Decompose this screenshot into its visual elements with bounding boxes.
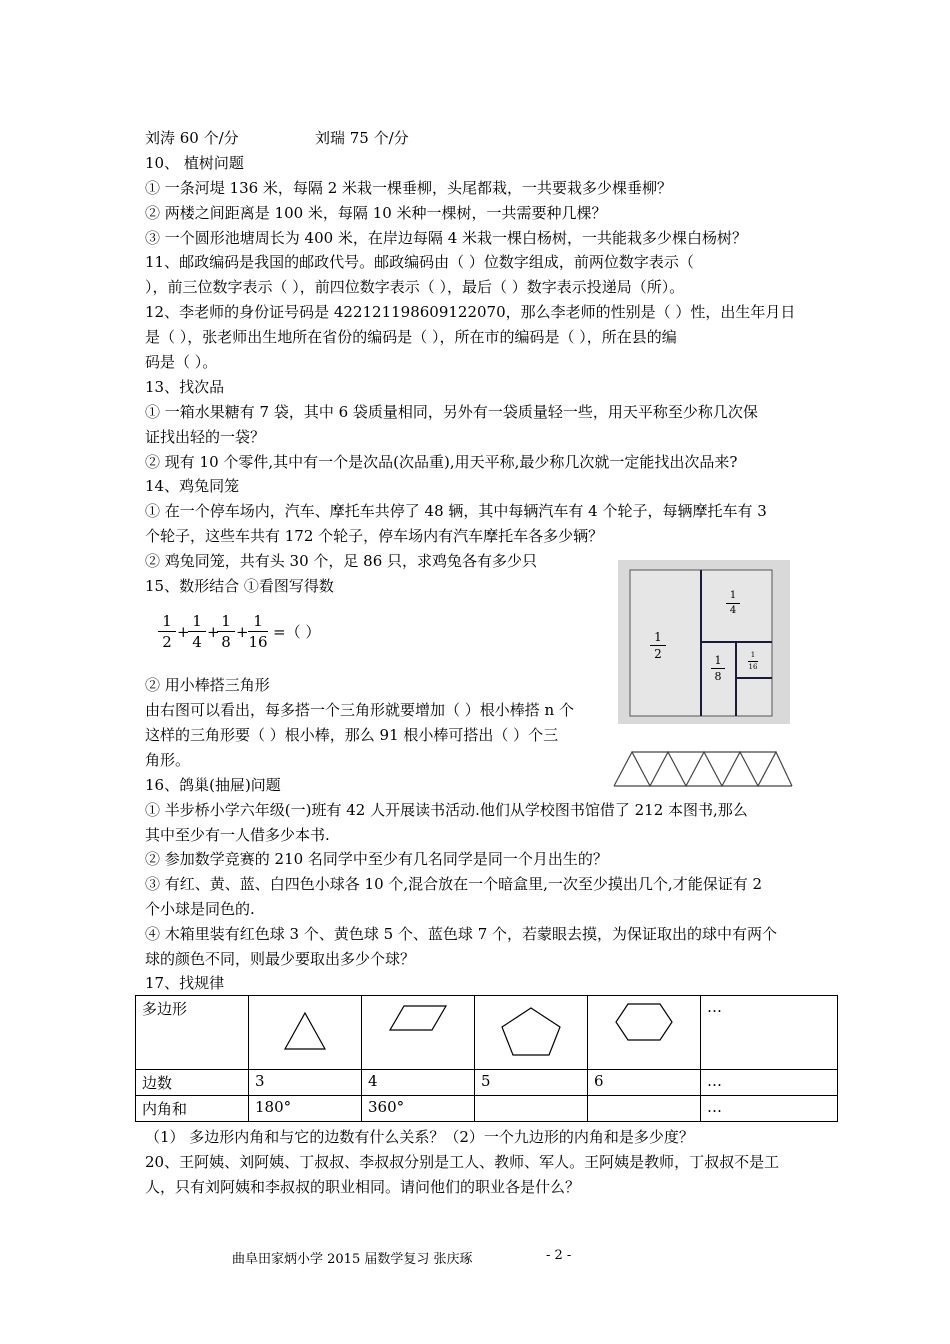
polygon-table <box>135 995 838 1122</box>
q13-1b: 证找出轻的一袋？ <box>145 428 266 446</box>
sides-cell: … <box>701 1070 838 1096</box>
plus-sign: + <box>207 623 220 641</box>
row-label: 多边形 <box>136 996 249 1070</box>
heading-10: 10、 植树问题 <box>145 154 244 172</box>
q15-2c: 角形。 <box>145 751 191 769</box>
diagram-half-label: 1 2 <box>648 630 668 661</box>
sides-cell: 6 <box>588 1070 701 1096</box>
q10-1: ① 一条河堤 136 米，每隔 2 米栽一棵垂柳，头尾都栽，一共要栽多少棵垂柳？ <box>145 179 673 197</box>
angle-cell <box>475 1096 588 1122</box>
diagram-sixteenth-label: 1 16 <box>748 651 758 671</box>
row-label: 边数 <box>136 1070 249 1096</box>
q16-3b: 个小球是同色的. <box>145 900 255 918</box>
ellipsis-cell: … <box>701 996 838 1070</box>
q13-2: ② 现有 10 个零件,其中有一个是次品(次品重),用天平称,最少称几次就一定能找出次品来? <box>145 453 738 471</box>
sides-cell: 3 <box>249 1070 362 1096</box>
q17-questions: （1） 多边形内角和与它的边数有什么关系？（2）一个九边形的内角和是多少度？ <box>145 1128 694 1146</box>
fraction-eighth: 1 8 <box>215 612 237 651</box>
footer-school: 曲阜田家炳小学 2015 届数学复习 张庆琢 <box>232 1252 473 1267</box>
q16-1b: 其中至少有一人借多少本书. <box>145 826 330 844</box>
heading-17: 17、找规律 <box>145 974 225 992</box>
table-row <box>136 996 838 1070</box>
heading-14: 14、鸡兔同笼 <box>145 477 240 495</box>
fraction-area-diagram <box>618 560 790 724</box>
table-row <box>136 1096 838 1122</box>
q16-4a: ④ 木箱里装有红色球 3 个、黄色球 5 个、蓝色球 7 个，若蒙眼去摸，为保证取出的球中有两个 <box>145 925 778 943</box>
row-label: 内角和 <box>136 1096 249 1122</box>
q15-2a: 由右图可以看出，每多搭一个三角形就要增加（ ）根小棒搭 n 个 <box>145 701 574 719</box>
q15-2-heading: ② 用小棒搭三角形 <box>145 676 270 694</box>
fraction-sixteenth: 1 16 <box>248 612 268 651</box>
equals-blank: =（ ） <box>273 623 321 641</box>
q13-1a: ① 一箱水果糖有 7 袋，其中 6 袋质量相同，另外有一袋质量轻一些，用天平称至少称几次保 <box>145 403 758 421</box>
q10-2: ② 两楼之间距离是 100 米，每隔 10 米种一棵树，一共需要种几棵？ <box>145 204 607 222</box>
q11-b: ），前三位数字表示（ ），前四位数字表示（ ），最后（ ）数字表示投递局（所）。 <box>145 278 685 296</box>
hexagon-icon <box>588 996 701 1070</box>
q10-3: ③ 一个圆形池塘周长为 400 米，在岸边每隔 4 米栽一棵白杨树，一共能栽多少棵白杨树？ <box>145 229 748 247</box>
q20-a: 20、王阿姨、刘阿姨、丁叔叔、李叔叔分别是工人、教师、军人。王阿姨是教师，丁叔叔不是工 <box>145 1153 780 1171</box>
parallelogram-icon <box>362 996 475 1070</box>
q14-1a: ① 在一个停车场内，汽车、摩托车共停了 48 辆，其中每辆汽车有 4 个轮子，每辆摩托车有 3 <box>145 502 767 520</box>
q16-3a: ③ 有红、黄、蓝、白四色小球各 10 个,混合放在一个暗盒里,一次至少摸出几个,才能保证有 2 <box>145 875 763 893</box>
fraction-area-figure <box>618 560 790 724</box>
q16-1a: ① 半步桥小学六年级(一)班有 42 人开展读书活动.他们从学校图书馆借了 212 本图书,那么 <box>145 801 748 819</box>
angle-cell: 180° <box>249 1096 362 1122</box>
q16-4b: 球的颜色不同，则最少要取出多少个球？ <box>145 950 416 968</box>
plus-sign: + <box>177 623 190 641</box>
sides-cell: 5 <box>475 1070 588 1096</box>
q20-b: 人，只有刘阿姨和李叔叔的职业相同。请问他们的职业各是什么？ <box>145 1178 581 1196</box>
triangle-icon <box>249 996 362 1070</box>
diagram-quarter-label: 1 4 <box>724 590 742 617</box>
speed-liurui: 刘瑞 75 个/分 <box>315 129 409 147</box>
speed-liutao: 刘涛 60 个/分 <box>145 129 239 147</box>
q16-2: ② 参加数学竞赛的 210 名同学中至少有几名同学是同一个月出生的？ <box>145 850 608 868</box>
sides-cell: 4 <box>362 1070 475 1096</box>
q14-1b: 个轮子，这些车共有 172 个轮子，停车场内有汽车摩托车各多少辆？ <box>145 527 604 545</box>
q14-2: ② 鸡兔同笼，共有头 30 个，足 86 只，求鸡兔各有多少只 <box>145 552 538 570</box>
pentagon-icon <box>475 996 588 1070</box>
diagram-eighth-label: 1 8 <box>709 654 727 683</box>
plus-sign: + <box>236 623 249 641</box>
angle-cell <box>588 1096 701 1122</box>
q11-a: 11、邮政编码是我国的邮政代号。邮政编码由（ ）位数字组成，前两位数字表示（ <box>145 253 694 271</box>
stick-triangles-figure <box>612 750 794 788</box>
q15-2b: 这样的三角形要（ ）根小棒，那么 91 根小棒可搭出（ ）个三 <box>145 726 559 744</box>
angle-cell: 360° <box>362 1096 475 1122</box>
page-number: - 2 - <box>546 1248 572 1263</box>
fraction-quarter: 1 4 <box>186 612 208 651</box>
fraction-half: 1 2 <box>156 612 178 651</box>
table-row <box>136 1070 838 1096</box>
q12-a: 12、李老师的身份证号码是 422121198609122070，那么李老师的性别是（ ）性，出生年月日 <box>145 303 796 321</box>
q12-b: 是（ ），张老师出生地所在省份的编码是（ ），所在市的编码是（ ），所在县的编 <box>145 328 677 346</box>
heading-16: 16、鸽巢(抽屉)问题 <box>145 776 281 794</box>
angle-cell: … <box>701 1096 838 1122</box>
heading-15: 15、数形结合 ①看图写得数 <box>145 577 334 595</box>
q12-c: 码是（ ）。 <box>145 353 218 371</box>
heading-13: 13、找次品 <box>145 378 225 396</box>
